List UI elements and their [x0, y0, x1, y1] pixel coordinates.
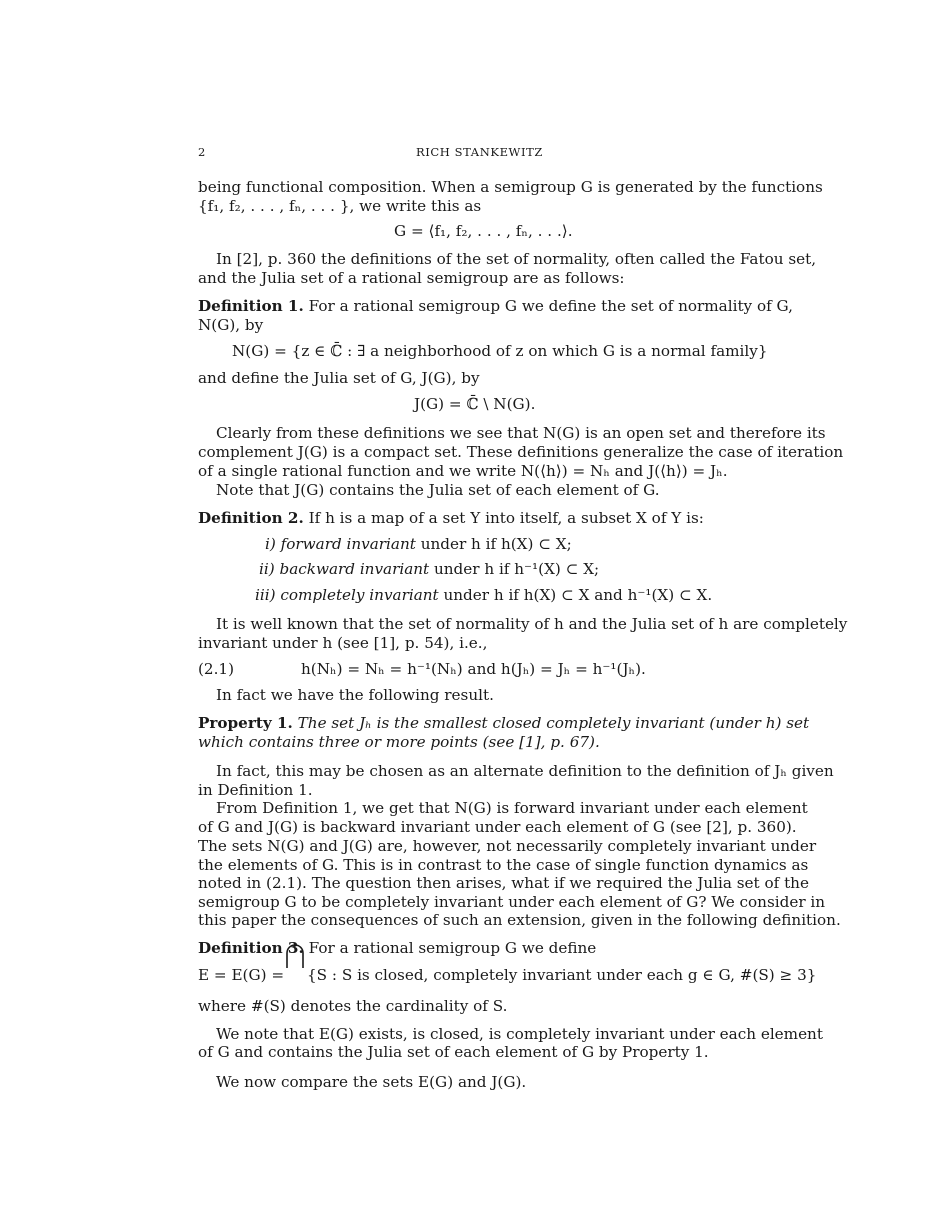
body-line: of G and contains the Julia set of each element of G by Property 1. [198, 1043, 709, 1061]
body-line: noted in (2.1). The question then arises, what if we required the Julia set of the [198, 874, 809, 892]
display-equation: G = ⟨f₁, f₂, . . . , fₙ, . . .⟩. [394, 222, 573, 240]
definition-item: ii) backward invariant under h if h⁻¹(X) ⊂ X; [259, 560, 600, 578]
definition-2-line [198, 509, 704, 528]
definition-1-line [198, 297, 793, 316]
definition-item: iii) completely invariant under h if h(X) ⊂ X and h⁻¹(X) ⊂ X. [255, 586, 713, 604]
body-line: It is well known that the set of normality of h and the Julia set of h are completely [216, 615, 848, 633]
display-equation: h(Nₕ) = Nₕ = h⁻¹(Nₕ) and h(Jₕ) = Jₕ = h⁻¹(Jₕ). [301, 660, 646, 678]
body-line: this paper the consequences of such an extension, given in the following definition. [198, 911, 841, 929]
display-equation: J(G) = ℂ̄ \ N(G). [414, 395, 536, 413]
definition-text: If h is a map of a set Y into itself, a subset X of Y is: [308, 509, 704, 527]
body-line: Clearly from these definitions we see that N(G) is an open set and therefore its [216, 424, 826, 442]
property-label: Property 1. [198, 714, 293, 732]
body-line: In [2], p. 360 the definitions of the set of normality, often called the Fatou set, [216, 250, 817, 268]
body-line: and define the Julia set of G, J(G), by [198, 369, 480, 387]
body-line: From Definition 1, we get that N(G) is forward invariant under each element [216, 799, 808, 817]
body-line: We note that E(G) exists, is closed, is completely invariant under each element [216, 1025, 823, 1043]
body-line: invariant under h (see [1], p. 54), i.e., [198, 634, 488, 652]
definition-label: Definition 1. [198, 297, 304, 315]
body-line: We now compare the sets E(G) and J(G). [216, 1073, 527, 1091]
equation-number: (2.1) [198, 660, 235, 678]
body-line: In fact we have the following result. [216, 686, 494, 704]
body-line: where #(S) denotes the cardinality of S. [198, 997, 508, 1015]
display-equation-rhs: {S : S is closed, completely invariant under each g ∈ G, #(S) ≥ 3} [307, 966, 817, 984]
body-line: {f₁, f₂, . . . , fₙ, . . . }, we write this as [198, 197, 482, 215]
definition-text: For a rational semigroup G we define [308, 939, 597, 957]
big-intersection-icon [284, 941, 306, 969]
property-1-line [198, 714, 810, 733]
body-line: and the Julia set of a rational semigroup are as follows: [198, 269, 625, 287]
property-text: which contains three or more points (see [1], p. 67). [198, 733, 600, 751]
display-equation: N(G) = {z ∈ ℂ̄ : ∃ a neighborhood of z on which G is a normal family} [232, 342, 768, 360]
property-text: The set Jₕ is the smallest closed completely invariant (under h) set [297, 714, 810, 732]
body-line: of G and J(G) is backward invariant under each element of G (see [2], p. 360). [198, 818, 797, 836]
body-line: Note that J(G) contains the Julia set of each element of G. [216, 481, 660, 499]
page-number: 2 [198, 145, 206, 159]
display-equation-lhs: E = E(G) = [198, 966, 285, 984]
running-title: RICH STANKEWITZ [416, 145, 543, 159]
definition-label: Definition 2. [198, 509, 304, 527]
body-line: semigroup G to be completely invariant under each element of G? We consider in [198, 893, 826, 911]
body-line: being functional composition. When a semigroup G is generated by the functions [198, 178, 823, 196]
definition-text: For a rational semigroup G we define the set of normality of G, [308, 297, 793, 315]
body-line: complement J(G) is a compact set. These definitions generalize the case of iteration [198, 443, 844, 461]
body-line: N(G), by [198, 316, 264, 334]
definition-3-line [198, 939, 596, 958]
definition-item: i) forward invariant under h if h(X) ⊂ X; [265, 535, 572, 553]
body-line: The sets N(G) and J(G) are, however, not necessarily completely invariant under [198, 837, 817, 855]
body-line: In fact, this may be chosen as an alternate definition to the definition of Jₕ given [216, 762, 834, 780]
body-line: in Definition 1. [198, 781, 313, 799]
body-line: of a single rational function and we write N(⟨h⟩) = Nₕ and J(⟨h⟩) = Jₕ. [198, 462, 728, 480]
body-line: the elements of G. This is in contrast to the case of single function dynamics as [198, 856, 809, 874]
definition-label: Definition 3. [198, 939, 304, 957]
